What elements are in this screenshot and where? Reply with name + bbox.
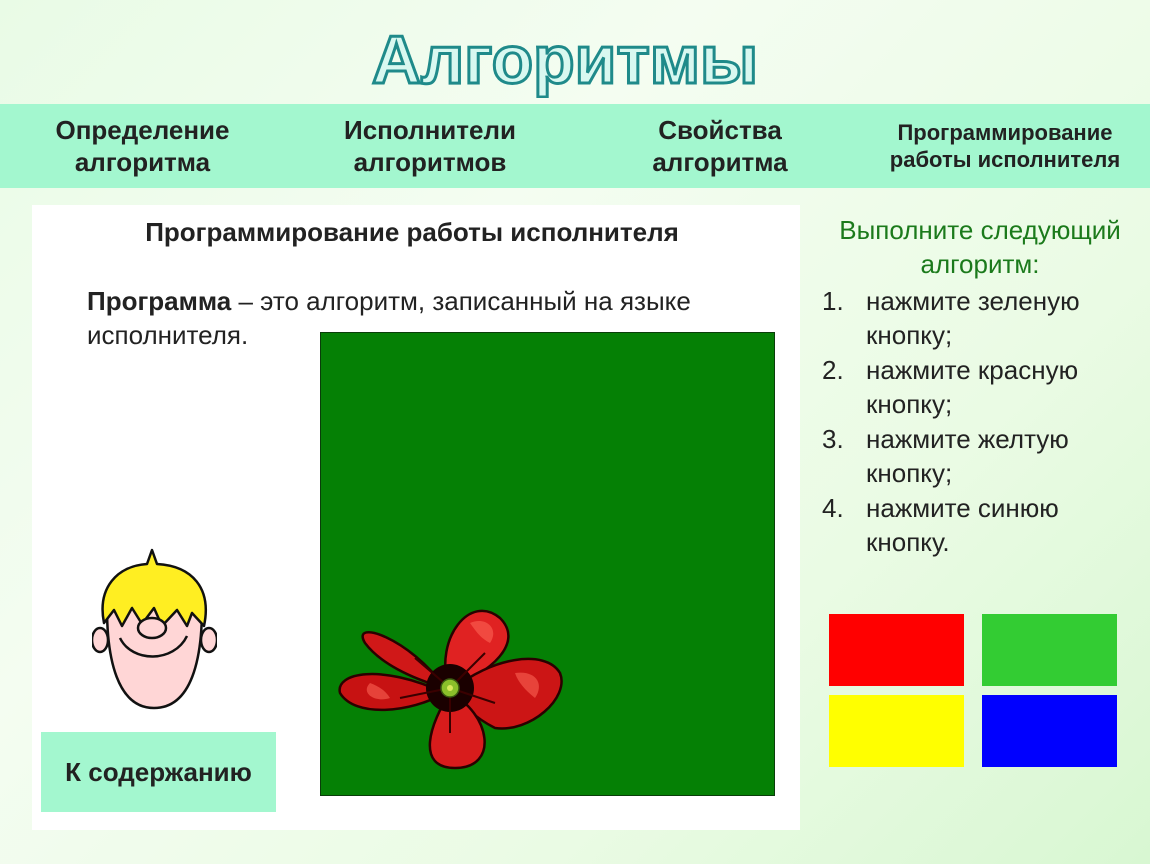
page-title	[0, 8, 1150, 98]
red-button[interactable]	[829, 614, 964, 686]
nav-executors-line1: Исполнители	[344, 114, 516, 145]
panel-heading: Программирование работы исполнителя	[145, 217, 679, 247]
step-item	[822, 422, 1142, 490]
instructions-heading: Выполните следующий алгоритм:	[839, 215, 1121, 279]
instructions-steps-list	[822, 284, 1142, 560]
nav-definition-line1: Определение	[55, 114, 230, 145]
step-text: нажмите красную кнопку;	[866, 355, 1079, 419]
nav-executors-link[interactable]	[300, 104, 560, 188]
nav-bar	[0, 104, 1150, 188]
title-text: Алгоритмы	[371, 22, 759, 98]
step-text: нажмите желтую кнопку;	[866, 424, 1069, 488]
step-item	[822, 491, 1142, 559]
nav-definition-line2: алгоритма	[74, 147, 211, 177]
yellow-button[interactable]	[829, 695, 964, 767]
definition-text: – это алгоритм, записанный на языке исполнителя.	[87, 286, 691, 350]
nav-executors-line2: алгоритмов	[353, 147, 507, 177]
nav-properties-link[interactable]	[595, 104, 845, 188]
step-number: 3.	[822, 424, 844, 454]
nav-programming-link[interactable]	[860, 104, 1150, 188]
step-text: нажмите синюю кнопку.	[866, 493, 1059, 557]
step-item	[822, 353, 1142, 421]
definition-term: Программа	[87, 286, 232, 316]
nav-properties-line1: Свойства	[658, 114, 782, 145]
title-wordart	[0, 8, 1150, 98]
flower-image	[330, 598, 575, 773]
blue-button[interactable]	[982, 695, 1117, 767]
step-item	[822, 284, 1142, 352]
nav-definition-link[interactable]	[20, 104, 265, 188]
step-text: нажмите зеленую кнопку;	[866, 286, 1080, 350]
step-number: 1.	[822, 286, 844, 316]
step-number: 2.	[822, 355, 844, 385]
boy-character-image	[92, 548, 217, 713]
green-button[interactable]	[982, 614, 1117, 686]
contents-button[interactable]: К содержанию	[41, 732, 276, 812]
nav-properties-line2: алгоритма	[652, 147, 788, 177]
step-number: 4.	[822, 493, 844, 523]
nav-programming-line2: работы исполнителя	[889, 147, 1121, 172]
nav-programming-line1: Программирование	[897, 119, 1113, 145]
